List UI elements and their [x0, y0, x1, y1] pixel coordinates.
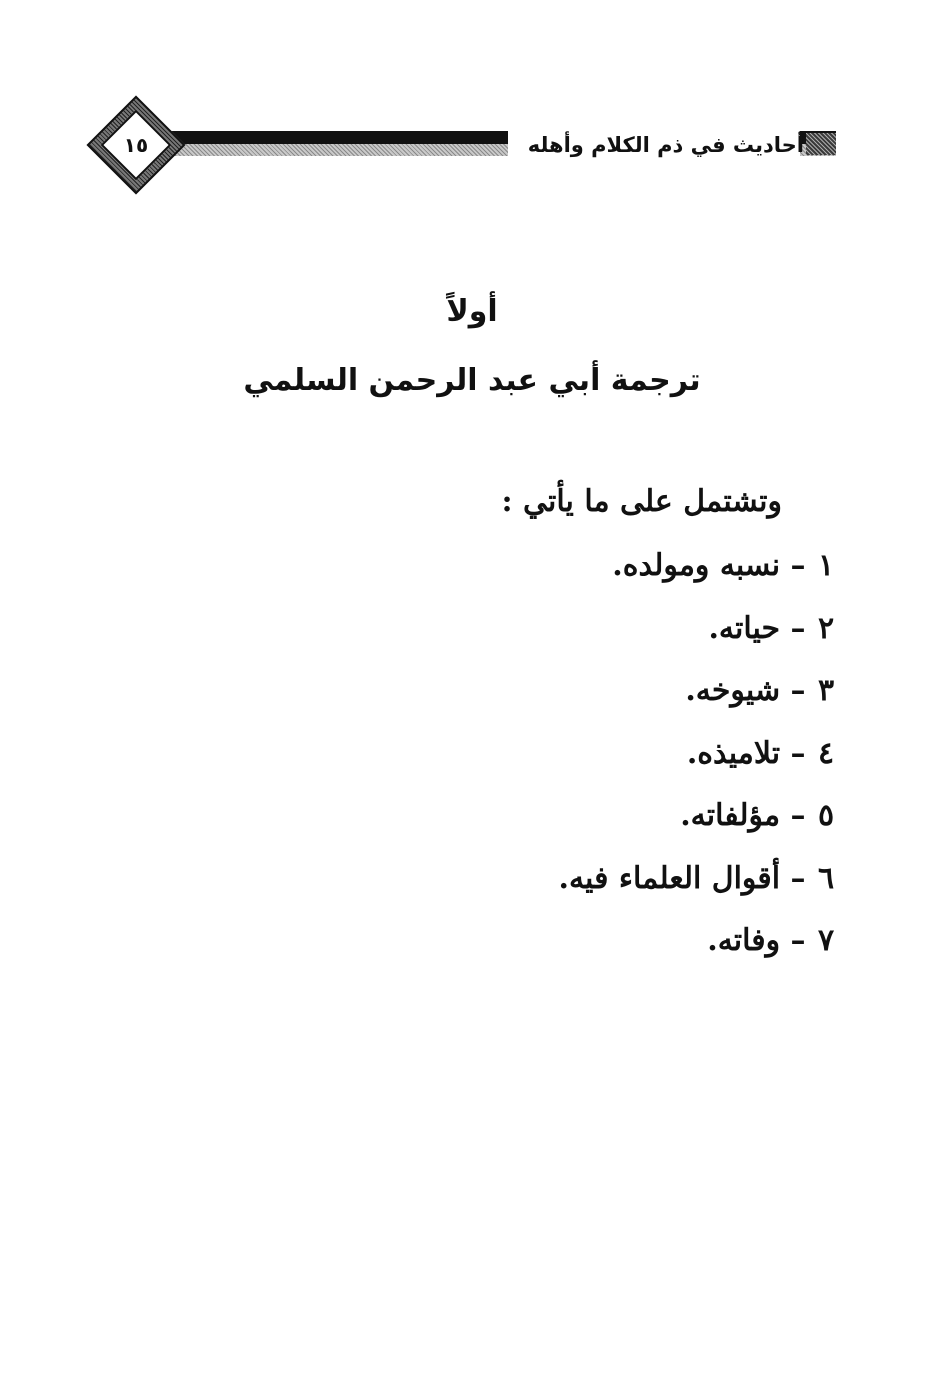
list-item-text: – مؤلفاته.	[680, 798, 806, 833]
list-item-number: ٤	[817, 735, 835, 771]
list-item-text: – وفاته.	[707, 923, 806, 958]
contents-intro: وتشتمل على ما يأتي :	[501, 484, 782, 519]
list-item-text: – شيوخه.	[685, 673, 806, 708]
list-item	[356, 598, 836, 661]
section-ordinal-heading: أولاً	[446, 294, 498, 329]
list-item-text: – أقوال العلماء فيه.	[558, 860, 806, 896]
list-item	[356, 660, 836, 723]
list-item	[356, 785, 836, 848]
list-item	[356, 910, 836, 973]
list-item-text: – حياته.	[708, 610, 806, 646]
page-number: ١٥	[123, 133, 149, 157]
list-item-number: ٣	[817, 673, 835, 708]
list-item-text: – نسبه ومولده.	[612, 548, 806, 583]
running-header-title: أحاديث في ذم الكلام وأهله	[527, 133, 804, 157]
list-item-number: ١	[817, 548, 835, 583]
list-item	[356, 723, 836, 786]
list-item	[356, 535, 836, 598]
list-item-number: ٧	[817, 923, 835, 958]
list-item-number: ٥	[817, 798, 835, 833]
header-end-block	[806, 133, 836, 155]
list-item-number: ٦	[817, 860, 835, 896]
list-item-text: – تلاميذه.	[686, 735, 806, 771]
section-title: ترجمة أبي عبد الرحمن السلمي	[243, 363, 701, 398]
list-item	[356, 848, 836, 911]
list-item-number: ٢	[817, 610, 835, 646]
topics-list	[356, 535, 836, 973]
